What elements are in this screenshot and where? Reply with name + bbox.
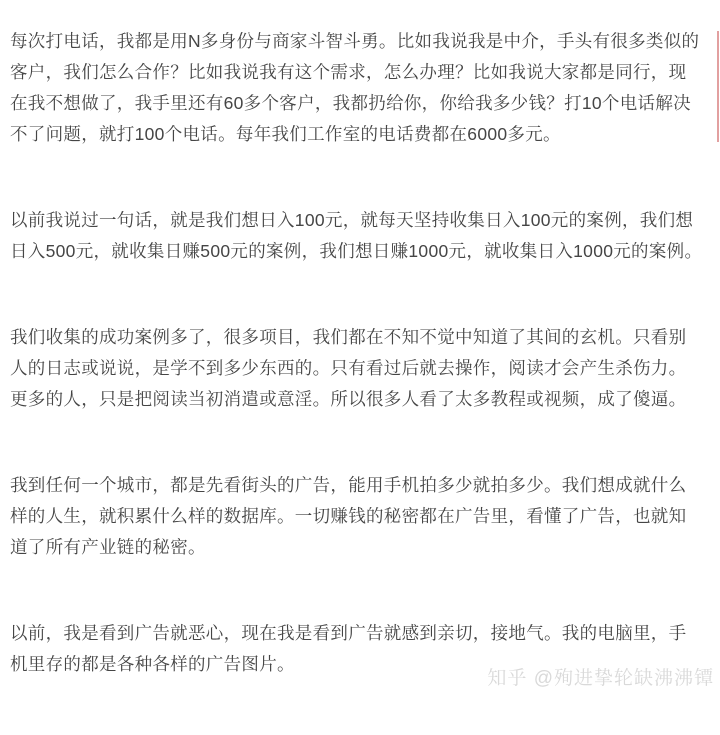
text-line: 日入500元，就收集日赚500元的案例，我们想日赚1000元，就收集日入1000元的案例。 (10, 241, 703, 261)
text-line: 在我不想做了，我手里还有60多个客户，我都扔给你，你给我多少钱？打10个电话解决 (10, 93, 691, 113)
text-line: 我到任何一个城市，都是先看街头的广告，能用手机拍多少就拍多少。我们想成就什么 (10, 475, 687, 495)
text-line: 客户，我们怎么合作？比如我说我有这个需求，怎么办理？比如我说大家都是同行，现 (10, 62, 687, 82)
paragraph (10, 322, 718, 415)
zhihu-watermark: 知乎 @殉进挚轮缺沸沸镡 (487, 668, 714, 689)
right-edge-artifact (717, 31, 719, 142)
text-line: 每次打电话，我都是用N多身份与商家斗智斗勇。比如我说我是中介，手头有很多类似的 (10, 31, 700, 51)
text-line: 我们收集的成功案例多了，很多项目，我们都在不知不觉中知道了其间的玄机。只看别 (10, 327, 687, 347)
text-line: 样的人生，就积累什么样的数据库。一切赚钱的秘密都在广告里，看懂了广告，也就知 (10, 506, 687, 526)
paragraph (10, 205, 718, 267)
text-line: 道了所有产业链的秘密。 (10, 537, 206, 557)
paragraph (10, 26, 718, 150)
text-line: 以前，我是看到广告就恶心，现在我是看到广告就感到亲切，接地气。我的电脑里，手 (10, 623, 687, 643)
text-line: 更多的人，只是把阅读当初消遣或意淫。所以很多人看了太多教程或视频，成了傻逼。 (10, 389, 687, 409)
paragraph (10, 470, 718, 563)
article-body (10, 26, 718, 735)
text-line: 机里存的都是各种各样的广告图片。 (10, 654, 295, 674)
text-line: 不了问题，就打100个电话。每年我们工作室的电话费都在6000多元。 (10, 124, 561, 144)
text-line: 人的日志或说说，是学不到多少东西的。只有看过后就去操作，阅读才会产生杀伤力。 (10, 358, 687, 378)
text-line: 以前我说过一句话，就是我们想日入100元，就每天坚持收集日入100元的案例，我们想 (10, 210, 694, 230)
